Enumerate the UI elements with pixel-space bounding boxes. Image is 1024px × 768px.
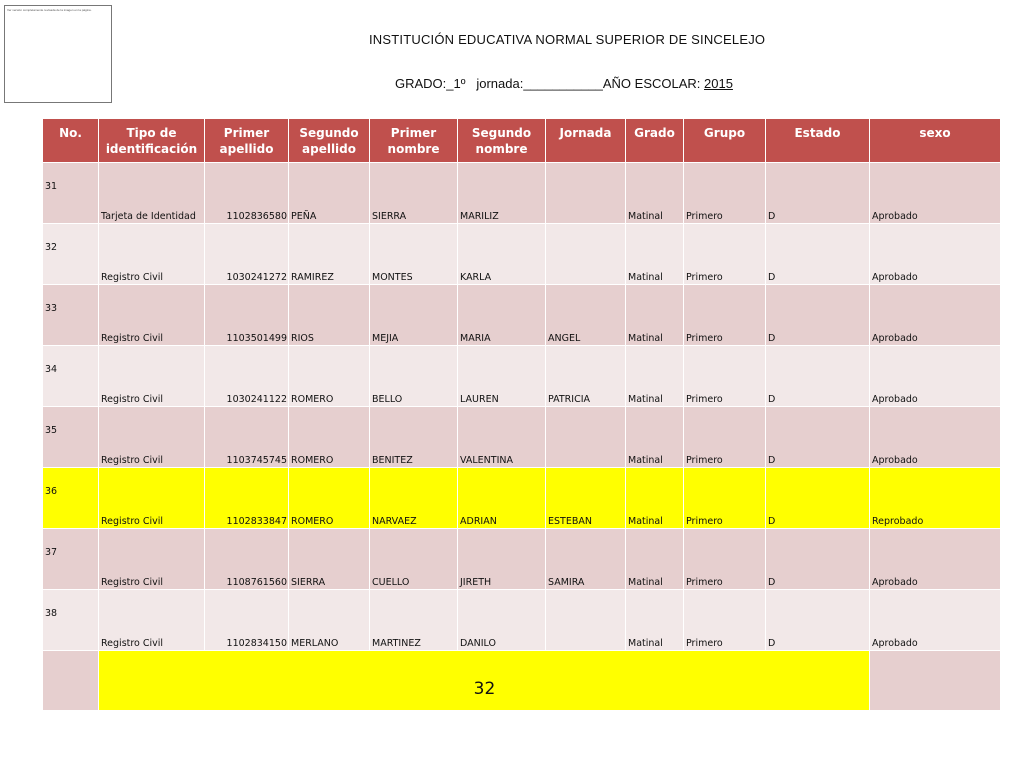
- estado-cell: Aprobado: [870, 529, 1001, 590]
- grupo-cell: D: [766, 407, 870, 468]
- column-header: Segundo apellido: [289, 119, 370, 163]
- first-surname: RIOS: [289, 285, 370, 346]
- estado-cell: Aprobado: [870, 590, 1001, 651]
- jornada-cell: Matinal: [626, 590, 684, 651]
- table-header-row: [43, 119, 1001, 163]
- second-surname: MONTES: [370, 224, 458, 285]
- id-number: 1103745745: [205, 407, 289, 468]
- logo-placeholder: [4, 5, 112, 103]
- grupo-cell: D: [766, 468, 870, 529]
- total-right-cell: [870, 651, 1001, 711]
- first-surname: ROMERO: [289, 346, 370, 407]
- estado-cell: Aprobado: [870, 163, 1001, 224]
- grupo-cell: D: [766, 224, 870, 285]
- second-surname: CUELLO: [370, 529, 458, 590]
- first-name: ADRIAN: [458, 468, 546, 529]
- second-name: SAMIRA: [546, 529, 626, 590]
- table-row: [43, 346, 1001, 407]
- second-surname: MARTINEZ: [370, 590, 458, 651]
- id-type: Tarjeta de Identidad: [99, 163, 205, 224]
- id-type: Registro Civil: [99, 285, 205, 346]
- grado-cell: Primero: [684, 407, 766, 468]
- jornada-cell: Matinal: [626, 529, 684, 590]
- total-row: [43, 651, 1001, 711]
- second-surname: MEJIA: [370, 285, 458, 346]
- jornada-cell: Matinal: [626, 407, 684, 468]
- grado-cell: Primero: [684, 590, 766, 651]
- grado-cell: Primero: [684, 224, 766, 285]
- id-number: 1102833847: [205, 468, 289, 529]
- second-name: ANGEL: [546, 285, 626, 346]
- first-surname: ROMERO: [289, 407, 370, 468]
- row-number: 34: [43, 346, 99, 407]
- estado-cell: Aprobado: [870, 346, 1001, 407]
- column-header: Grupo: [684, 119, 766, 163]
- grado-cell: Primero: [684, 468, 766, 529]
- id-number: 1102834150: [205, 590, 289, 651]
- jornada-label: jornada:___________: [476, 76, 603, 91]
- first-name: JIRETH: [458, 529, 546, 590]
- first-name: DANILO: [458, 590, 546, 651]
- table-row: [43, 163, 1001, 224]
- first-surname: ROMERO: [289, 468, 370, 529]
- id-number: 1102836580: [205, 163, 289, 224]
- total-count: 32: [99, 651, 870, 711]
- second-surname: SIERRA: [370, 163, 458, 224]
- column-header: No.: [43, 119, 99, 163]
- second-surname: NARVAEZ: [370, 468, 458, 529]
- id-type: Registro Civil: [99, 224, 205, 285]
- logo-caption: Ver versión completamente revisada de la imagen en la página.: [7, 8, 92, 12]
- table-row: [43, 407, 1001, 468]
- estado-cell: Reprobado: [870, 468, 1001, 529]
- estado-cell: Aprobado: [870, 407, 1001, 468]
- row-number: 37: [43, 529, 99, 590]
- table-body: [43, 163, 1001, 711]
- table-row: [43, 468, 1001, 529]
- first-name: MARILIZ: [458, 163, 546, 224]
- anio-label: AÑO ESCOLAR:: [602, 76, 701, 91]
- jornada-cell: Matinal: [626, 163, 684, 224]
- second-name: [546, 590, 626, 651]
- second-name: ESTEBAN: [546, 468, 626, 529]
- second-name: [546, 407, 626, 468]
- row-number: 35: [43, 407, 99, 468]
- row-number: 38: [43, 590, 99, 651]
- row-number: 36: [43, 468, 99, 529]
- row-number: 31: [43, 163, 99, 224]
- table-row: [43, 224, 1001, 285]
- first-surname: MERLANO: [289, 590, 370, 651]
- table-row: [43, 590, 1001, 651]
- total-left-cell: [43, 651, 99, 711]
- grado-label: GRADO:_1º: [395, 76, 466, 91]
- grado-cell: Primero: [684, 163, 766, 224]
- second-surname: BENITEZ: [370, 407, 458, 468]
- column-header: Primer apellido: [205, 119, 289, 163]
- jornada-cell: Matinal: [626, 468, 684, 529]
- second-name: [546, 224, 626, 285]
- first-name: KARLA: [458, 224, 546, 285]
- column-header: sexo: [870, 119, 1001, 163]
- first-surname: SIERRA: [289, 529, 370, 590]
- column-header: Segundo nombre: [458, 119, 546, 163]
- column-header: Primer nombre: [370, 119, 458, 163]
- grupo-cell: D: [766, 285, 870, 346]
- first-name: MARIA: [458, 285, 546, 346]
- jornada-cell: Matinal: [626, 346, 684, 407]
- anio-value: 2015: [704, 76, 733, 91]
- column-header: Grado: [626, 119, 684, 163]
- grupo-cell: D: [766, 346, 870, 407]
- id-number: 1108761560: [205, 529, 289, 590]
- grado-cell: Primero: [684, 346, 766, 407]
- second-name: [546, 163, 626, 224]
- first-surname: PEÑA: [289, 163, 370, 224]
- second-name: PATRICIA: [546, 346, 626, 407]
- id-number: 1030241122: [205, 346, 289, 407]
- page-subtitle: [395, 76, 733, 91]
- jornada-cell: Matinal: [626, 224, 684, 285]
- table-row: [43, 285, 1001, 346]
- grupo-cell: D: [766, 590, 870, 651]
- grupo-cell: D: [766, 163, 870, 224]
- id-type: Registro Civil: [99, 468, 205, 529]
- column-header: Tipo de identificación: [99, 119, 205, 163]
- grado-cell: Primero: [684, 285, 766, 346]
- grado-cell: Primero: [684, 529, 766, 590]
- id-number: 1103501499: [205, 285, 289, 346]
- jornada-cell: Matinal: [626, 285, 684, 346]
- row-number: 32: [43, 224, 99, 285]
- page-title: INSTITUCIÓN EDUCATIVA NORMAL SUPERIOR DE SINCELEJO: [369, 32, 766, 47]
- id-type: Registro Civil: [99, 529, 205, 590]
- second-surname: BELLO: [370, 346, 458, 407]
- first-name: VALENTINA: [458, 407, 546, 468]
- row-number: 33: [43, 285, 99, 346]
- column-header: Estado: [766, 119, 870, 163]
- id-type: Registro Civil: [99, 346, 205, 407]
- estado-cell: Aprobado: [870, 224, 1001, 285]
- students-table: [42, 118, 1001, 711]
- id-number: 1030241272: [205, 224, 289, 285]
- estado-cell: Aprobado: [870, 285, 1001, 346]
- first-surname: RAMIREZ: [289, 224, 370, 285]
- grupo-cell: D: [766, 529, 870, 590]
- first-name: LAUREN: [458, 346, 546, 407]
- id-type: Registro Civil: [99, 590, 205, 651]
- column-header: Jornada: [546, 119, 626, 163]
- table-row: [43, 529, 1001, 590]
- id-type: Registro Civil: [99, 407, 205, 468]
